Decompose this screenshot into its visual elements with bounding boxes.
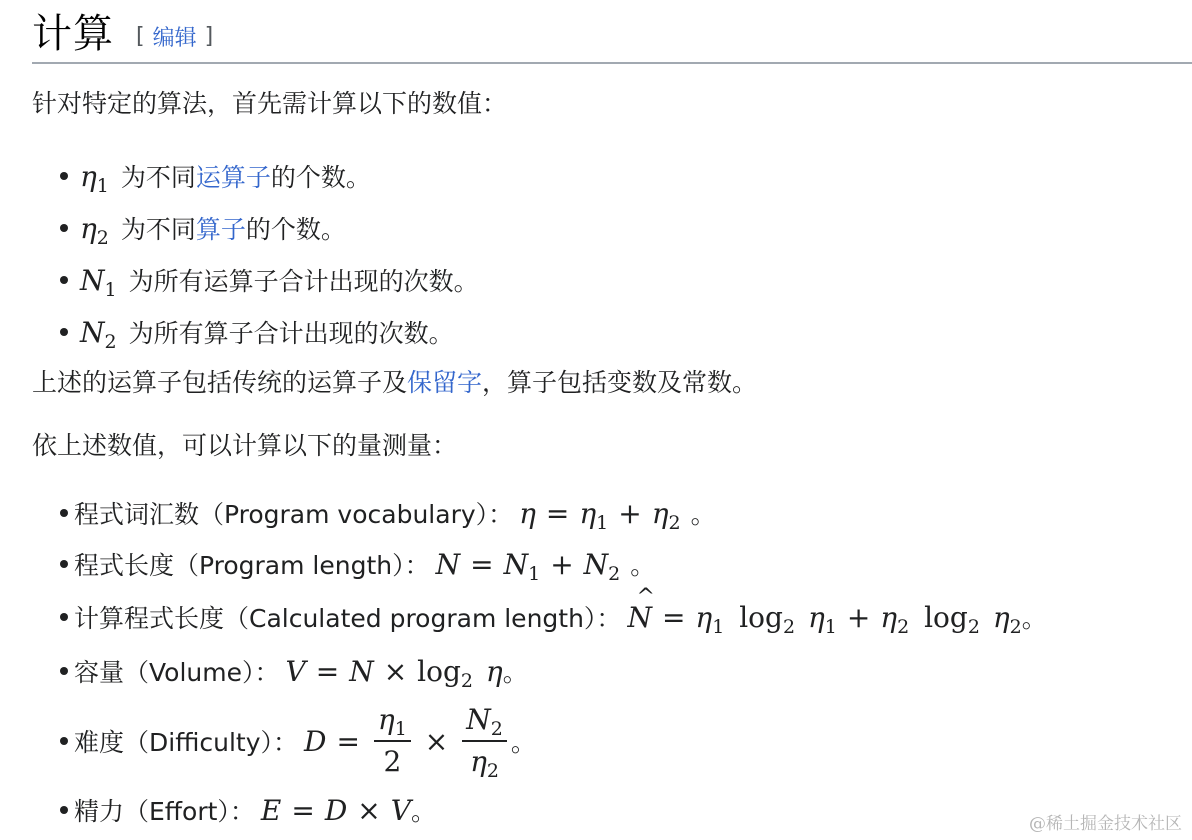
note-text-post: ，算子包括变数及常数。 — [482, 368, 758, 397]
period: 。 — [502, 658, 528, 687]
list-item — [60, 784, 1047, 836]
edit-section — [136, 21, 213, 52]
period: 。 — [410, 797, 436, 826]
list-item — [60, 644, 1047, 698]
formula-calculated-length: ^ $N = \eta_1$ $\log_2 \eta_1 + \eta_2$ $\log_2 \eta_2$ — [627, 601, 1021, 634]
item-text-post: 的个数。 — [245, 215, 346, 244]
note-paragraph — [32, 365, 757, 401]
measure-label: 计算程式长度（Calculated program length）： — [74, 604, 622, 633]
bullet-icon — [60, 328, 68, 336]
list-item — [60, 488, 1047, 538]
bullet-icon — [60, 172, 68, 180]
list-item — [60, 150, 479, 202]
measure-label: 精力（Effort）： — [74, 797, 255, 826]
measures-list — [60, 488, 1047, 836]
list-item — [60, 306, 479, 358]
period: 。 — [510, 728, 536, 757]
fraction: $\frac{\eta_1}{2}$ — [374, 704, 411, 778]
bullet-icon — [60, 667, 68, 675]
list-item — [60, 698, 1047, 784]
variables-list — [60, 150, 479, 358]
period: 。 — [630, 551, 656, 580]
edit-link[interactable]: 编辑 — [152, 25, 197, 51]
bullet-icon — [60, 560, 68, 568]
link-reserved-word[interactable]: 保留字 — [407, 368, 483, 397]
edit-bracket-close: ] — [204, 23, 214, 49]
item-text-pre: 为不同 — [120, 215, 196, 244]
formula-effort: E = D × V — [260, 793, 411, 827]
math-symbol: $\eta_2$ — [80, 211, 109, 249]
formula-length: $N = N_1 + N_2$ — [435, 547, 621, 585]
list-item — [60, 254, 479, 306]
item-text-post: 的个数。 — [270, 163, 371, 192]
period: 。 — [690, 500, 716, 529]
link-operator[interactable]: 运算子 — [195, 163, 271, 192]
bullet-icon — [60, 806, 68, 814]
math-symbol: $N_1$ — [80, 263, 117, 301]
watermark: @稀土掘金技术社区 — [1029, 814, 1182, 834]
bullet-icon — [60, 737, 68, 745]
fraction: $\frac{N_2}{\eta_2}$ — [462, 704, 507, 778]
item-text-pre: 为不同 — [120, 163, 196, 192]
bullet-icon — [60, 224, 68, 232]
measure-label: 容量（Volume）： — [74, 658, 280, 687]
formula-vocabulary: $\eta = \eta_1 + \eta_2$ — [519, 496, 681, 534]
bullet-icon — [60, 276, 68, 284]
list-item — [60, 538, 1047, 590]
section-heading — [32, 6, 1192, 64]
bullet-icon — [60, 613, 68, 621]
list-item — [60, 590, 1047, 644]
math-symbol: $N_2$ — [80, 315, 117, 353]
measure-label: 难度（Difficulty）： — [74, 728, 298, 757]
bullet-icon — [60, 509, 68, 517]
edit-bracket-open: [ — [136, 23, 145, 49]
note-text-pre: 上述的运算子包括传统的运算子及 — [32, 368, 408, 397]
measure-label: 程式长度（Program length）： — [74, 551, 430, 580]
link-operand[interactable]: 算子 — [195, 215, 246, 244]
period: 。 — [1021, 604, 1047, 633]
item-text: 为所有算子合计出现的次数。 — [128, 319, 454, 348]
intro-paragraph: 针对特定的算法，首先需计算以下的数值： — [32, 89, 508, 118]
measure-label: 程式词汇数（Program vocabulary）： — [74, 500, 514, 529]
measures-intro: 依上述数值，可以计算以下的量测量： — [32, 431, 458, 460]
math-symbol: $\eta_1$ — [80, 159, 109, 197]
section-title: 计算 — [32, 11, 114, 57]
formula-difficulty: D = $\frac{\eta_1}{2}$ × $\frac{N_2}{\eta_2}$ — [304, 704, 511, 778]
list-item — [60, 202, 479, 254]
item-text: 为所有运算子合计出现的次数。 — [128, 267, 479, 296]
formula-volume: $V = N \times \log_2 \eta$ — [285, 654, 503, 692]
